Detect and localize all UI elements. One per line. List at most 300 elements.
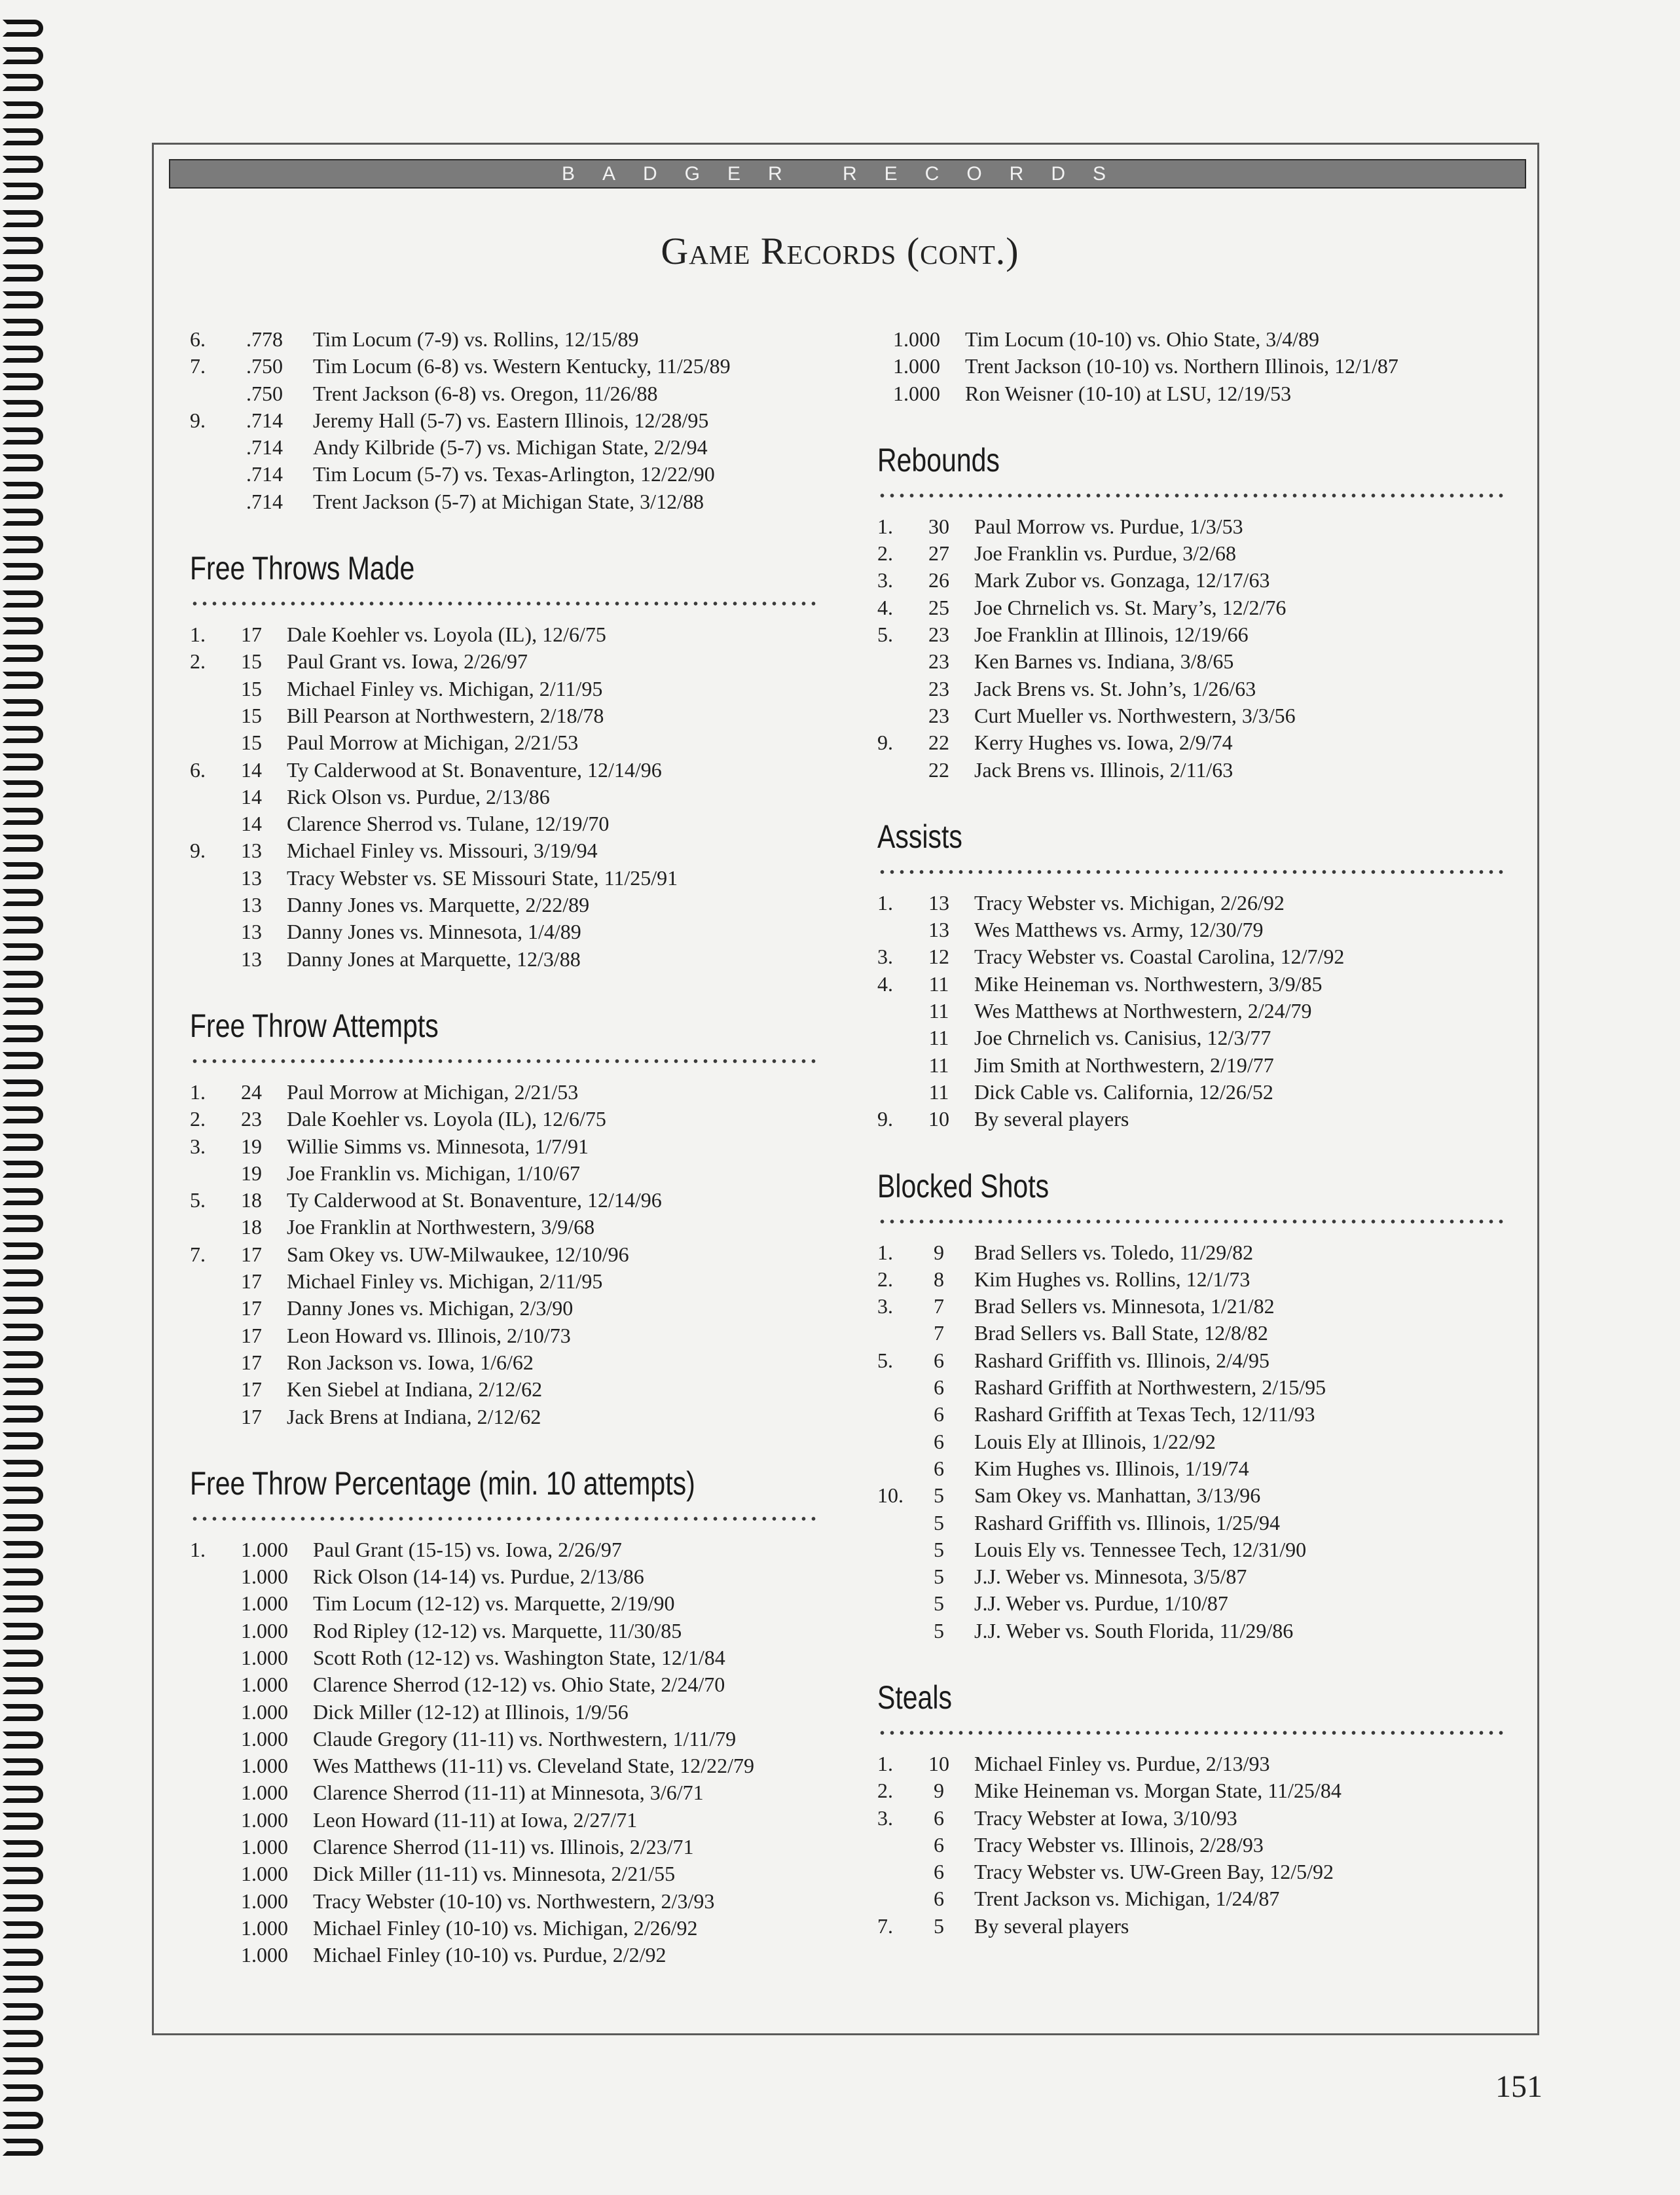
record-value: .714 — [246, 489, 283, 513]
record-rank: 3. — [877, 568, 893, 592]
record-text: Joe Franklin vs. Purdue, 3/2/68 — [974, 541, 1236, 566]
record-value: 6 — [934, 1456, 944, 1480]
binding-coil — [3, 672, 43, 689]
record-row — [877, 1779, 1506, 1805]
binding-coil — [3, 74, 43, 91]
record-text: Willie Simms vs. Minnesota, 1/7/91 — [287, 1134, 589, 1158]
record-text: Tim Locum (6-8) vs. Western Kentucky, 11/25/89 — [313, 354, 731, 378]
record-row — [877, 515, 1506, 541]
record-text: Michael Finley vs. Missouri, 3/19/94 — [287, 839, 598, 863]
record-text: Jack Brens vs. St. John’s, 1/26/63 — [974, 676, 1256, 700]
record-value: 15 — [241, 731, 262, 755]
record-text: Tracy Webster vs. SE Missouri State, 11/25/91 — [287, 865, 678, 890]
record-value: 17 — [241, 1296, 262, 1320]
record-value: 22 — [928, 731, 949, 755]
record-text: Trent Jackson (10-10) vs. Northern Illinois, 12/1/87 — [965, 354, 1398, 378]
record-list — [877, 891, 1506, 1134]
record-row — [190, 704, 818, 731]
binding-coil — [3, 319, 43, 336]
record-row — [877, 649, 1506, 676]
record-value: 5 — [934, 1618, 944, 1642]
free-throw-attempts-section — [190, 1006, 818, 1432]
record-row — [190, 1943, 818, 1970]
record-row — [877, 354, 1506, 381]
record-row — [190, 1700, 818, 1727]
binding-coil — [3, 1134, 43, 1151]
record-text: Michael Finley (10-10) vs. Michigan, 2/26/92 — [313, 1915, 698, 1940]
binding-coil — [3, 1106, 43, 1123]
record-value: 1.000 — [241, 1591, 288, 1616]
record-text: Dale Koehler vs. Loyola (IL), 12/6/75 — [287, 1107, 606, 1131]
binding-coil — [3, 2084, 43, 2101]
record-row — [877, 945, 1506, 971]
record-value: 17 — [241, 1323, 262, 1347]
record-row — [190, 1296, 818, 1323]
record-row — [877, 1107, 1506, 1134]
record-value: 11 — [928, 1026, 949, 1050]
free-throws-made-section — [190, 548, 818, 974]
page-title: Game Records (cont.) — [661, 230, 1019, 272]
record-rank: 2. — [877, 541, 893, 566]
record-row — [190, 408, 818, 435]
record-text: Wes Matthews (11-11) vs. Cleveland State, 12/22/79 — [313, 1754, 755, 1778]
record-rank: 3. — [877, 945, 893, 969]
record-value: 1.000 — [241, 1618, 288, 1642]
record-value: 1.000 — [241, 1807, 288, 1832]
record-row — [190, 839, 818, 865]
record-row — [877, 999, 1506, 1026]
record-value: .714 — [246, 435, 283, 460]
binding-coil — [3, 2139, 43, 2156]
record-row — [190, 382, 818, 408]
record-rank: 6. — [190, 327, 206, 351]
dotted-divider — [877, 1218, 1506, 1225]
record-row — [190, 1591, 818, 1618]
free-throw-percentage-section — [190, 1463, 818, 1970]
record-rank: 2. — [190, 649, 206, 674]
record-row — [877, 1457, 1506, 1483]
rebounds-section — [877, 440, 1506, 785]
record-text: Danny Jones vs. Michigan, 2/3/90 — [287, 1296, 574, 1320]
record-row — [877, 1053, 1506, 1080]
dotted-divider — [190, 1058, 818, 1064]
record-text: Michael Finley vs. Michigan, 2/11/95 — [287, 676, 603, 700]
binding-coil — [3, 1949, 43, 1966]
record-row — [190, 1619, 818, 1646]
record-row — [877, 1294, 1506, 1321]
binding-coil — [3, 780, 43, 797]
record-text: Curt Mueller vs. Northwestern, 3/3/56 — [974, 703, 1296, 727]
record-text: Ty Calderwood at St. Bonaventure, 12/14/96 — [287, 1188, 662, 1212]
record-value: 7 — [934, 1321, 944, 1345]
record-text: J.J. Weber vs. Purdue, 1/10/87 — [974, 1591, 1228, 1616]
record-text: Rashard Griffith at Texas Tech, 12/11/93 — [974, 1402, 1315, 1426]
binding-coil — [3, 373, 43, 390]
binding-coil — [3, 808, 43, 825]
record-value: 14 — [241, 757, 262, 782]
record-text: Louis Ely vs. Tennessee Tech, 12/31/90 — [974, 1537, 1307, 1561]
record-value: 5 — [934, 1483, 944, 1508]
record-row — [190, 1862, 818, 1889]
binding-coil — [3, 699, 43, 716]
record-row — [190, 866, 818, 893]
record-rank: 1. — [190, 1079, 206, 1104]
record-row — [190, 1808, 818, 1835]
record-row — [190, 1351, 818, 1377]
record-row — [190, 758, 818, 785]
record-text: Jim Smith at Northwestern, 2/19/77 — [974, 1053, 1274, 1077]
record-text: Brad Sellers vs. Toledo, 11/29/82 — [974, 1240, 1254, 1264]
record-rank: 10. — [877, 1483, 904, 1508]
record-row — [877, 758, 1506, 785]
record-row — [190, 1673, 818, 1699]
binding-coil — [3, 1595, 43, 1612]
record-rank: 2. — [877, 1267, 893, 1291]
record-text: J.J. Weber vs. South Florida, 11/29/86 — [974, 1618, 1294, 1642]
record-row — [190, 812, 818, 839]
record-rank: 3. — [190, 1134, 206, 1158]
section-title: Rebounds — [877, 441, 1000, 479]
record-text: Ken Barnes vs. Indiana, 3/8/65 — [974, 649, 1234, 674]
record-text: Rashard Griffith at Northwestern, 2/15/95 — [974, 1375, 1326, 1400]
binding-coil — [3, 47, 43, 64]
record-text: Joe Chrnelich vs. St. Mary’s, 12/2/76 — [974, 595, 1287, 619]
record-text: Kerry Hughes vs. Iowa, 2/9/74 — [974, 731, 1233, 755]
record-row — [877, 596, 1506, 623]
binding-coil — [3, 509, 43, 526]
record-row — [877, 1806, 1506, 1833]
record-row — [190, 1916, 818, 1943]
binding-coil — [3, 1569, 43, 1586]
record-text: Ty Calderwood at St. Bonaventure, 12/14/96 — [287, 757, 662, 782]
record-value: 17 — [241, 1404, 262, 1428]
record-row — [190, 1188, 818, 1215]
binding-coil — [3, 1025, 43, 1042]
record-rank: 3. — [877, 1294, 893, 1318]
record-value: 24 — [241, 1079, 262, 1104]
record-text: Jack Brens vs. Illinois, 2/11/63 — [974, 757, 1233, 782]
record-row — [190, 947, 818, 974]
record-text: Wes Matthews at Northwestern, 2/24/79 — [974, 999, 1312, 1023]
section-title: Free Throws Made — [190, 550, 415, 587]
record-rank: 9. — [877, 731, 893, 755]
record-row — [190, 1161, 818, 1188]
record-row — [877, 677, 1506, 704]
record-value: .714 — [246, 408, 283, 432]
binding-coil — [3, 1215, 43, 1232]
record-text: Danny Jones vs. Minnesota, 1/4/89 — [287, 920, 581, 944]
record-text: By several players — [974, 1107, 1129, 1131]
record-row — [190, 490, 818, 517]
record-text: Jeremy Hall (5-7) vs. Eastern Illinois, 12/28/95 — [313, 408, 709, 432]
record-text: Tracy Webster at Iowa, 3/10/93 — [974, 1805, 1237, 1830]
record-value: 11 — [928, 999, 949, 1023]
record-value: 1.000 — [241, 1537, 288, 1561]
binding-coil — [3, 536, 43, 553]
binding-coil — [3, 1514, 43, 1531]
record-text: Tracy Webster (10-10) vs. Northwestern, 2/3/93 — [313, 1889, 715, 1913]
record-value: 6 — [934, 1887, 944, 1911]
record-row — [877, 1241, 1506, 1267]
record-value: 6 — [934, 1832, 944, 1857]
record-text: Rick Olson (14-14) vs. Purdue, 2/13/86 — [313, 1565, 644, 1589]
record-row — [877, 1565, 1506, 1591]
record-value: 22 — [928, 757, 949, 782]
binding-coil — [3, 862, 43, 879]
record-row — [877, 1752, 1506, 1779]
record-text: Claude Gregory (11-11) vs. Northwestern, 1/11/79 — [313, 1726, 737, 1751]
binding-coil — [3, 1079, 43, 1097]
record-value: 1.000 — [241, 1673, 288, 1697]
record-value: 23 — [928, 703, 949, 727]
record-rank: 3. — [877, 1805, 893, 1830]
left-column — [190, 327, 818, 1970]
binding-coil — [3, 101, 43, 118]
record-value: 1.000 — [241, 1699, 288, 1724]
record-row — [877, 1026, 1506, 1053]
record-value: 15 — [241, 703, 262, 727]
record-row — [190, 1754, 818, 1781]
record-text: Rashard Griffith vs. Illinois, 1/25/94 — [974, 1510, 1280, 1534]
binding-coil — [3, 2003, 43, 2020]
record-row — [877, 731, 1506, 757]
record-rank: 7. — [190, 354, 206, 378]
record-text: Tim Locum (5-7) vs. Texas-Arlington, 12/22/90 — [313, 462, 715, 486]
spiral-binding — [0, 20, 52, 2180]
record-rank: 5. — [877, 623, 893, 647]
record-text: Tracy Webster vs. Illinois, 2/28/93 — [974, 1832, 1264, 1857]
record-row — [190, 435, 818, 462]
record-text: Tim Locum (10-10) vs. Ohio State, 3/4/89 — [965, 327, 1320, 351]
binding-coil — [3, 889, 43, 906]
record-text: Joe Franklin at Northwestern, 3/9/68 — [287, 1215, 595, 1239]
record-value: 30 — [928, 514, 949, 538]
record-list — [877, 327, 1506, 408]
record-text: Clarence Sherrod (11-11) vs. Illinois, 2/23/71 — [313, 1835, 694, 1859]
record-value: 10 — [928, 1107, 949, 1131]
record-row — [877, 1833, 1506, 1860]
record-value: 17 — [241, 1242, 262, 1266]
record-row — [190, 623, 818, 649]
binding-coil — [3, 617, 43, 634]
dotted-divider — [190, 600, 818, 607]
record-text: Dick Cable vs. California, 12/26/52 — [974, 1079, 1273, 1104]
record-value: 19 — [241, 1134, 262, 1158]
record-rank: 1. — [877, 514, 893, 538]
record-row — [190, 1405, 818, 1432]
record-row — [877, 1591, 1506, 1618]
record-row — [877, 541, 1506, 568]
record-value: 6 — [934, 1348, 944, 1372]
record-row — [877, 1483, 1506, 1510]
record-row — [190, 920, 818, 947]
record-row — [190, 1727, 818, 1754]
record-value: 14 — [241, 784, 262, 808]
record-text: Ken Siebel at Indiana, 2/12/62 — [287, 1377, 543, 1402]
record-text: Dick Miller (11-11) vs. Minnesota, 2/21/55 — [313, 1862, 676, 1886]
record-rank: 7. — [190, 1242, 206, 1266]
record-row — [877, 918, 1506, 945]
record-row — [877, 891, 1506, 918]
record-row — [877, 1349, 1506, 1375]
right-column — [877, 327, 1506, 1941]
dotted-divider — [877, 492, 1506, 499]
dotted-divider — [877, 1730, 1506, 1736]
binding-coil — [3, 20, 43, 37]
record-value: 1.000 — [893, 354, 940, 378]
binding-coil — [3, 753, 43, 771]
record-value: 6 — [934, 1429, 944, 1453]
record-row — [190, 1134, 818, 1161]
binding-coil — [3, 1378, 43, 1395]
record-list — [190, 327, 818, 517]
record-row — [190, 1538, 818, 1565]
binding-coil — [3, 590, 43, 608]
record-text: Sam Okey vs. Manhattan, 3/13/96 — [974, 1483, 1261, 1508]
record-text: Trent Jackson (5-7) at Michigan State, 3/12/88 — [313, 489, 704, 513]
record-text: Joe Franklin vs. Michigan, 1/10/67 — [287, 1161, 580, 1185]
record-value: 15 — [241, 649, 262, 674]
section-title: Free Throw Attempts — [190, 1007, 439, 1044]
record-row — [877, 382, 1506, 408]
binding-coil — [3, 1786, 43, 1803]
record-text: Scott Roth (12-12) vs. Washington State, 12/1/84 — [313, 1645, 725, 1669]
binding-coil — [3, 427, 43, 444]
record-rank: 6. — [190, 757, 206, 782]
record-value: 13 — [241, 920, 262, 944]
binding-coil — [3, 916, 43, 934]
record-value: 1.000 — [241, 1943, 288, 1967]
record-row — [190, 649, 818, 676]
binding-coil — [3, 1650, 43, 1667]
binding-coil — [3, 1704, 43, 1721]
binding-coil — [3, 1188, 43, 1205]
record-text: Rashard Griffith vs. Illinois, 2/4/95 — [974, 1348, 1269, 1372]
ft-percentage-carryover — [190, 327, 818, 517]
record-rank: 5. — [190, 1188, 206, 1212]
record-value: 15 — [241, 676, 262, 700]
record-value: 6 — [934, 1402, 944, 1426]
binding-coil — [3, 400, 43, 417]
binding-coil — [3, 998, 43, 1015]
steals-section — [877, 1677, 1506, 1941]
record-row — [190, 1565, 818, 1591]
record-text: Paul Grant vs. Iowa, 2/26/97 — [287, 649, 528, 674]
record-text: Ron Weisner (10-10) at LSU, 12/19/53 — [965, 381, 1292, 405]
binding-coil — [3, 563, 43, 580]
record-text: Mike Heineman vs. Morgan State, 11/25/84 — [974, 1779, 1342, 1803]
record-rank: 9. — [877, 1107, 893, 1131]
binding-coil — [3, 1243, 43, 1260]
record-rank: 4. — [877, 595, 893, 619]
record-value: 11 — [928, 1053, 949, 1077]
record-value: 23 — [241, 1107, 262, 1131]
record-row — [190, 731, 818, 757]
record-value: 1.000 — [241, 1781, 288, 1805]
record-rank: 9. — [190, 408, 206, 432]
record-value: 1.000 — [893, 381, 940, 405]
record-text: Mark Zubor vs. Gonzaga, 12/17/63 — [974, 568, 1270, 592]
record-row — [877, 1267, 1506, 1294]
record-row — [190, 1080, 818, 1107]
record-text: Louis Ely at Illinois, 1/22/92 — [974, 1429, 1216, 1453]
record-text: Clarence Sherrod (12-12) vs. Ohio State, 2/24/70 — [313, 1673, 725, 1697]
record-list — [877, 515, 1506, 785]
record-value: 10 — [928, 1751, 949, 1775]
record-row — [877, 1914, 1506, 1941]
record-value: 5 — [934, 1510, 944, 1534]
record-text: Tracy Webster vs. Coastal Carolina, 12/7/92 — [974, 945, 1345, 969]
binding-coil — [3, 1324, 43, 1341]
record-value: 14 — [241, 812, 262, 836]
binding-coil — [3, 210, 43, 227]
record-value: 18 — [241, 1188, 262, 1212]
record-value: 13 — [928, 918, 949, 942]
record-row — [190, 785, 818, 812]
record-text: Tim Locum (12-12) vs. Marquette, 2/19/90 — [313, 1591, 675, 1616]
binding-coil — [3, 2112, 43, 2129]
record-value: 1.000 — [893, 327, 940, 351]
record-row — [190, 1243, 818, 1269]
binding-coil — [3, 1758, 43, 1775]
record-value: 6 — [934, 1860, 944, 1884]
record-value: 6 — [934, 1805, 944, 1830]
section-title: Steals — [877, 1678, 952, 1716]
binding-coil — [3, 1541, 43, 1558]
record-value: 9 — [934, 1240, 944, 1264]
binding-coil — [3, 1921, 43, 1938]
record-text: Dale Koehler vs. Loyola (IL), 12/6/75 — [287, 623, 606, 647]
record-row — [190, 1215, 818, 1242]
record-value: 23 — [928, 676, 949, 700]
binding-coil — [3, 645, 43, 662]
record-value: 25 — [928, 595, 949, 619]
record-row — [877, 623, 1506, 649]
record-row — [877, 1402, 1506, 1429]
record-row — [190, 1781, 818, 1807]
record-row — [190, 1646, 818, 1673]
record-row — [877, 1375, 1506, 1402]
binding-coil — [3, 291, 43, 308]
record-value: 5 — [934, 1537, 944, 1561]
binding-coil — [3, 971, 43, 988]
record-value: 13 — [241, 893, 262, 917]
record-value: 1.000 — [241, 1835, 288, 1859]
record-row — [190, 1377, 818, 1404]
record-row — [877, 972, 1506, 999]
ft-percentage-carryover-right — [877, 327, 1506, 408]
blocked-shots-section — [877, 1166, 1506, 1646]
record-value: 23 — [928, 623, 949, 647]
binding-coil — [3, 156, 43, 173]
record-row — [877, 1538, 1506, 1565]
record-text: Ron Jackson vs. Iowa, 1/6/62 — [287, 1350, 534, 1374]
record-text: Kim Hughes vs. Rollins, 12/1/73 — [974, 1267, 1251, 1291]
binding-coil — [3, 1406, 43, 1423]
record-value: 13 — [928, 890, 949, 915]
binding-coil — [3, 454, 43, 471]
binding-coil — [3, 1487, 43, 1504]
record-text: Tracy Webster vs. Michigan, 2/26/92 — [974, 890, 1285, 915]
binding-coil — [3, 128, 43, 145]
record-text: Dick Miller (12-12) at Illinois, 1/9/56 — [313, 1699, 629, 1724]
record-row — [877, 1619, 1506, 1646]
record-value: 23 — [928, 649, 949, 674]
binding-coil — [3, 1840, 43, 1857]
record-list — [190, 1538, 818, 1970]
record-row — [877, 1511, 1506, 1538]
record-list — [190, 1080, 818, 1432]
